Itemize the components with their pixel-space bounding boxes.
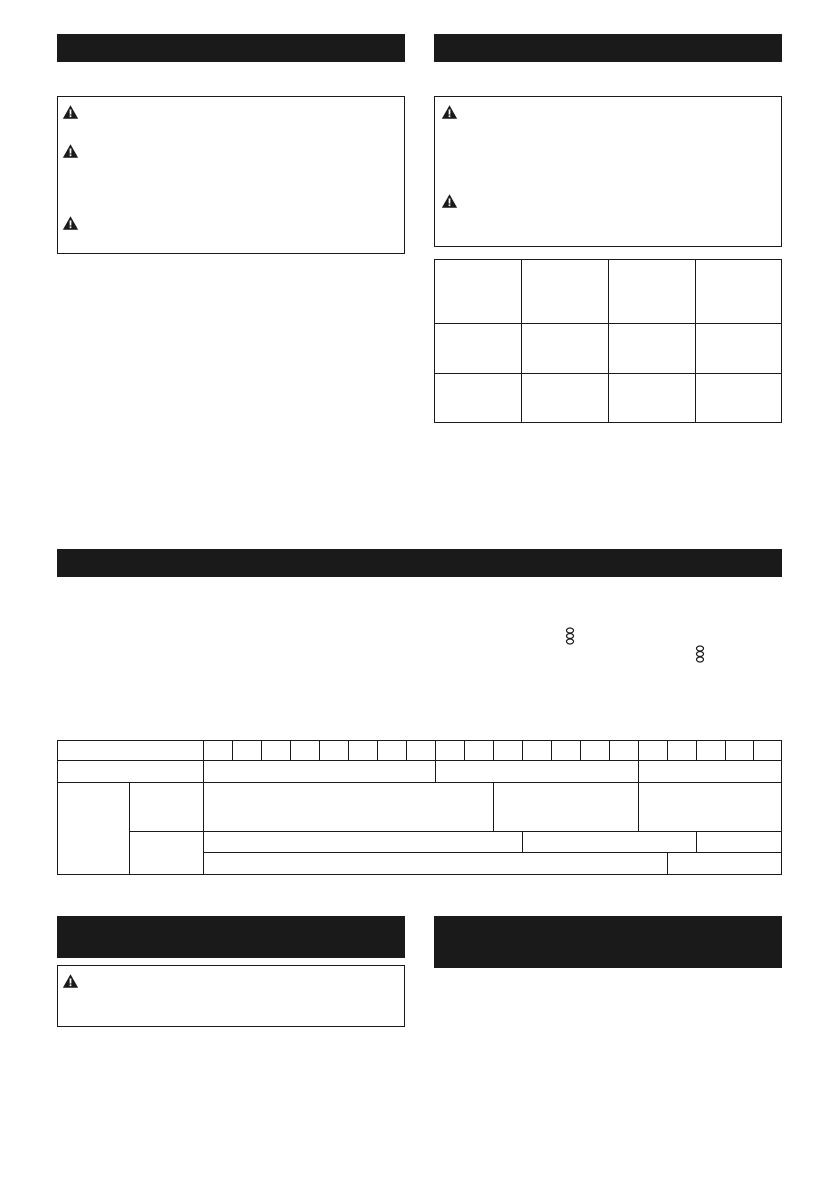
table-cell — [407, 741, 436, 761]
warning-triangle-icon — [441, 104, 458, 120]
table-cell — [204, 783, 494, 832]
table-cell — [522, 324, 609, 374]
table-cell — [523, 832, 697, 853]
table-cell — [639, 741, 668, 761]
table-cell — [523, 741, 552, 761]
warning-triangle-icon — [62, 104, 79, 120]
warning-triangle-icon — [62, 973, 79, 989]
table-cell — [522, 374, 609, 423]
table-row-header — [130, 783, 204, 832]
table-row-header — [58, 741, 204, 761]
table-cell — [668, 741, 697, 761]
table-cell — [696, 374, 782, 423]
table-cell — [639, 783, 782, 832]
warning-box-bottom-left — [57, 965, 405, 1027]
table-cell — [668, 853, 782, 875]
table-cell — [436, 741, 465, 761]
table-cell — [609, 324, 696, 374]
table-cell — [291, 741, 320, 761]
section-header-middle — [57, 549, 782, 577]
section-header-top-right — [434, 34, 782, 62]
warning-box-top-left — [57, 96, 405, 254]
table-cell — [609, 374, 696, 423]
table-cell — [349, 741, 378, 761]
table-cell — [435, 324, 522, 374]
table-row-header — [130, 832, 204, 875]
table-cell — [609, 260, 696, 324]
spring-coil-icon — [565, 627, 575, 645]
table-cell — [494, 741, 523, 761]
table-cell — [262, 741, 291, 761]
table-cell — [696, 324, 782, 374]
warning-triangle-icon — [62, 143, 79, 159]
table-row-header — [58, 783, 130, 875]
table-cell — [436, 761, 639, 783]
spec-table — [434, 259, 782, 423]
torque-setting-table — [57, 740, 782, 875]
table-cell — [435, 374, 522, 423]
table-cell — [465, 741, 494, 761]
warning-box-top-right — [434, 96, 782, 247]
section-header-top-left — [57, 34, 405, 62]
table-cell — [378, 741, 407, 761]
table-cell — [204, 853, 668, 875]
section-header-bottom-left — [57, 916, 405, 958]
table-cell — [320, 741, 349, 761]
table-cell — [610, 741, 639, 761]
warning-triangle-icon — [441, 193, 458, 209]
table-cell — [552, 741, 581, 761]
table-cell — [494, 783, 639, 832]
table-cell — [522, 260, 609, 324]
table-cell — [639, 761, 782, 783]
table-cell — [697, 741, 726, 761]
table-cell — [204, 761, 436, 783]
table-cell — [435, 260, 522, 324]
spring-coil-icon — [695, 645, 705, 663]
table-cell — [696, 260, 782, 324]
table-cell — [204, 832, 523, 853]
table-cell — [233, 741, 262, 761]
table-cell — [697, 832, 782, 853]
table-cell — [581, 741, 610, 761]
warning-triangle-icon — [62, 215, 79, 231]
table-row-header — [58, 761, 204, 783]
table-cell — [754, 741, 782, 761]
table-cell — [726, 741, 754, 761]
table-cell — [204, 741, 233, 761]
section-header-bottom-right — [434, 916, 782, 968]
